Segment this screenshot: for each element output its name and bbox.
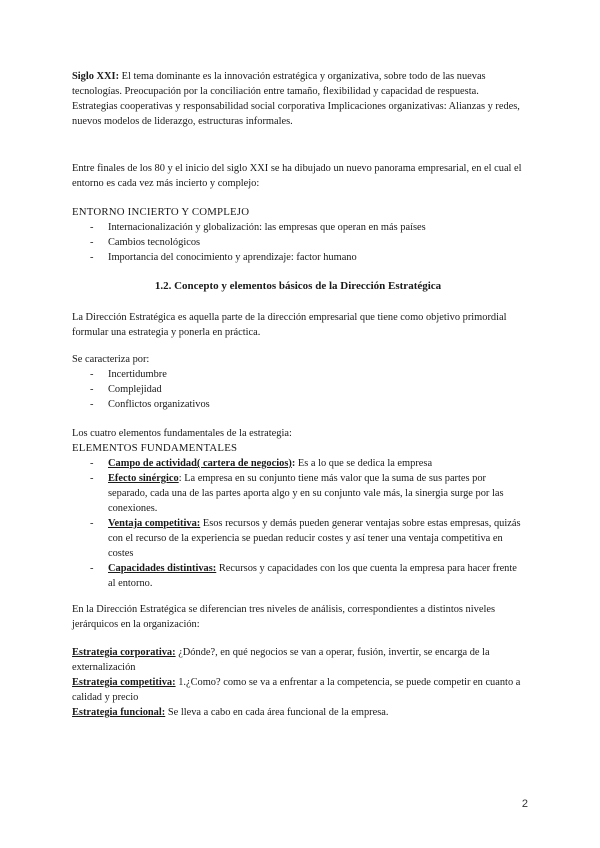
- element-text: Es a lo que se dedica la empresa: [295, 458, 433, 469]
- element-label: Capacidades distintivas:: [108, 563, 217, 574]
- definition-paragraph: [72, 310, 524, 340]
- caracteriza-section: [72, 352, 524, 412]
- entorno-list: [72, 220, 524, 265]
- panorama-paragraph: [72, 161, 524, 191]
- estrategia-text: Se lleva a cabo en cada área funcional de la empresa.: [165, 707, 389, 718]
- element-label: Efecto sinérgico: [108, 473, 179, 484]
- list-item: [72, 561, 524, 591]
- elementos-section: [72, 426, 524, 591]
- element-label: Ventaja competitiva:: [108, 518, 201, 529]
- elementos-title: ELEMENTOS FUNDAMENTALES: [72, 442, 238, 454]
- estrategia-label: Estrategia funcional:: [72, 707, 166, 718]
- caracteriza-list: [72, 367, 524, 412]
- element-text: Esos recursos y demás pueden generar ventajas sobre estas empresas, quizás con el recurso de la experiencia se puedan reducir costes y así tener una ventaja competitiva en costes: [108, 518, 521, 559]
- estrategia-text: ¿Dónde?, en qué negocios se van a operar, fusión, invertir, se encarga de la externalización: [72, 647, 490, 673]
- list-item: - Cambios tecnológicos: [72, 235, 524, 250]
- list-item: - Incertidumbre: [72, 367, 524, 382]
- estrategia-funcional: [72, 705, 524, 720]
- element-text: Recursos y capacidades con los que cuenta la empresa para hacer frente al entorno.: [108, 563, 517, 589]
- estrategia-text: 1.¿Como? como se va a enfrentar a la competencia, se puede competir en cuanto a calidad y precio: [72, 677, 521, 703]
- page-number: 2: [521, 798, 528, 810]
- niveles-paragraph: [72, 602, 524, 632]
- list-item: - Importancia del conocimiento y aprendizaje: factor humano: [72, 250, 524, 265]
- list-item: - Complejidad: [72, 382, 524, 397]
- niveles-text: En la Dirección Estratégica se diferencian tres niveles de análisis, correspondientes a distintos niveles jerárquicos en la organización:: [72, 604, 495, 630]
- list-item: [72, 456, 524, 471]
- estrategias-section: [72, 645, 524, 720]
- element-separator: :: [291, 458, 296, 469]
- estrategia-competitiva: [72, 675, 524, 705]
- element-label: Campo de actividad( cartera de negocios): [108, 458, 292, 469]
- entorno-title: ENTORNO INCIERTO Y COMPLEJO: [72, 206, 250, 218]
- list-item: [72, 471, 524, 516]
- elementos-list: [72, 456, 524, 591]
- list-item: - Internacionalización y globalización: las empresas que operan en más países: [72, 220, 524, 235]
- definition-text: La Dirección Estratégica es aquella parte de la dirección empresarial que tiene como objetivo primordial formular una estrategia y ponerla en práctica.: [72, 312, 507, 338]
- section-heading: 1.2. Concepto y elementos básicos de la Dirección Estratégica: [154, 280, 442, 292]
- list-item: [72, 516, 524, 561]
- estrategia-label: Estrategia competitiva:: [72, 677, 176, 688]
- siglo-xxi-paragraph: [72, 69, 524, 129]
- siglo-xxi-text: El tema dominante es la innovación estratégica y organizativa, sobre todo de las nuevas tecnologías. Preocupación por la conciliación entre tamaño, flexibilidad y capacidad de respuesta. Estrategias cooperativas y responsabilidad social corporativa Implicaciones organizativas: Alianzas y redes, nuevos modelos de liderazgo, estructuras informales.: [72, 71, 520, 127]
- siglo-xxi-label: Siglo XXI:: [72, 71, 120, 82]
- estrategia-label: Estrategia corporativa:: [72, 647, 176, 658]
- caracteriza-intro: Se caracteriza por:: [72, 354, 150, 365]
- elementos-intro: Los cuatro elementos fundamentales de la estrategia:: [72, 428, 292, 439]
- estrategia-corporativa: [72, 645, 524, 675]
- panorama-text: Entre finales de los 80 y el inicio del siglo XXI se ha dibujado un nuevo panorama empresarial, en el cual el entorno es cada vez más incierto y complejo:: [72, 163, 522, 189]
- element-text: : La empresa en su conjunto tiene más valor que la suma de sus partes por separado, cada una de las partes aporta algo y en su conjunto vale más, la sinergia surge por las conexiones.: [108, 473, 504, 514]
- list-item: - Conflictos organizativos: [72, 397, 524, 412]
- entorno-section: [72, 205, 524, 265]
